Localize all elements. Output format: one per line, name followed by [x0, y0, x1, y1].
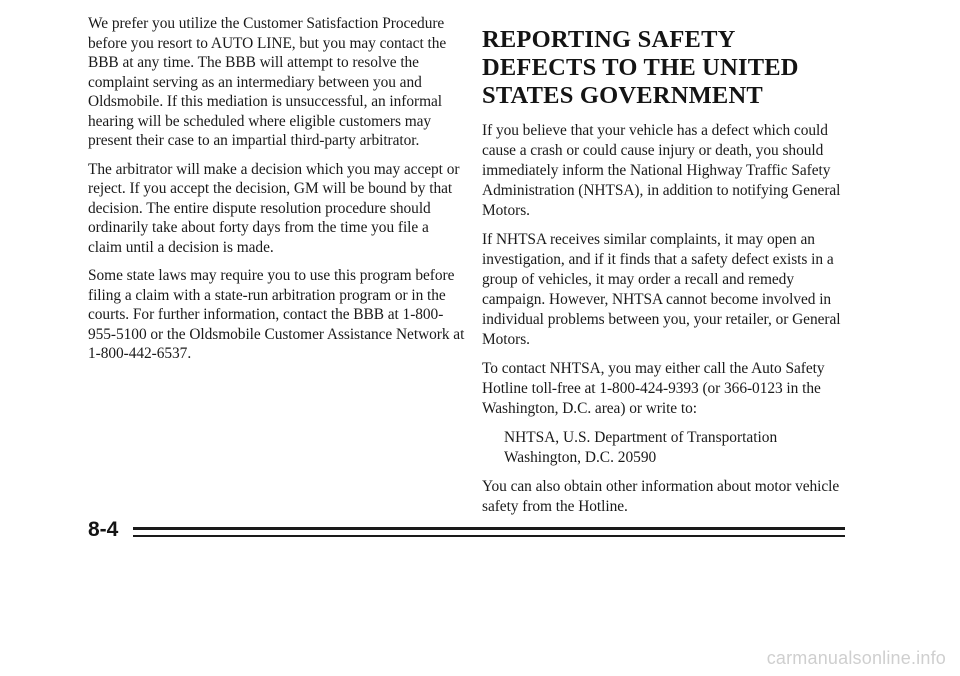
right-column [482, 26, 854, 526]
paragraph-state-laws: Some state laws may require you to use this program before filing a claim with a state-run arbitration program or in the courts. For further information, contact the BBB at 1-800-955-5100 or the Oldsmobile Customer Assistance Network at 1-800-442-6537. [88, 267, 465, 362]
address-line-2: Washington, D.C. 20590 [504, 449, 657, 466]
address-line-1: NHTSA, U.S. Department of Transportation [504, 429, 778, 446]
paragraph-report-defect: If you believe that your vehicle has a defect which could cause a crash or could cause injury or death, you should immediately inform the National Highway Traffic Safety Administration (NHTSA), in addition to notifying General Motors. [482, 122, 841, 219]
footer-rule-thin [133, 535, 845, 537]
paragraph-contact-nhtsa: To contact NHTSA, you may either call the Auto Safety Hotline toll-free at 1-800-424-9393 (or 366-0123 in the Washington, D.C. area) or write to: [482, 360, 825, 417]
paragraph-hotline-info: You can also obtain other information about motor vehicle safety from the Hotline. [482, 478, 840, 515]
paragraph-nhtsa-investigation: If NHTSA receives similar complaints, it may open an investigation, and if it finds that a safety defect exists in a group of vehicles, it may order a recall and remedy campaign. However, NHTSA cannot become involved in individual problems between you, your retailer, or General Motors. [482, 231, 841, 348]
watermark: carmanualsonline.info [766, 648, 946, 668]
paragraph-arbitrator-decision: The arbitrator will make a decision which you may accept or reject. If you accept the decision, GM will be bound by that decision. The entire dispute resolution procedure should ordinarily take about forty days from the time you file a claim until a decision is made. [88, 160, 460, 256]
nhtsa-address [504, 428, 854, 468]
paragraph-customer-satisfaction: We prefer you utilize the Customer Satisfaction Procedure before you resort to AUTO LINE, but you may contact the BBB at any time. The BBB will attempt to resolve the complaint serving as an intermediary between you and Oldsmobile. If this mediation is unsuccessful, an informal hearing will be scheduled where eligible customers may present their case to an impartial third-party arbitrator. [88, 15, 447, 149]
page-number: 8-4 [88, 518, 119, 541]
left-column [88, 14, 466, 373]
section-heading: REPORTING SAFETY DEFECTS TO THE UNITED STATES GOVERNMENT [482, 26, 799, 109]
footer-rule-thick [133, 527, 845, 530]
